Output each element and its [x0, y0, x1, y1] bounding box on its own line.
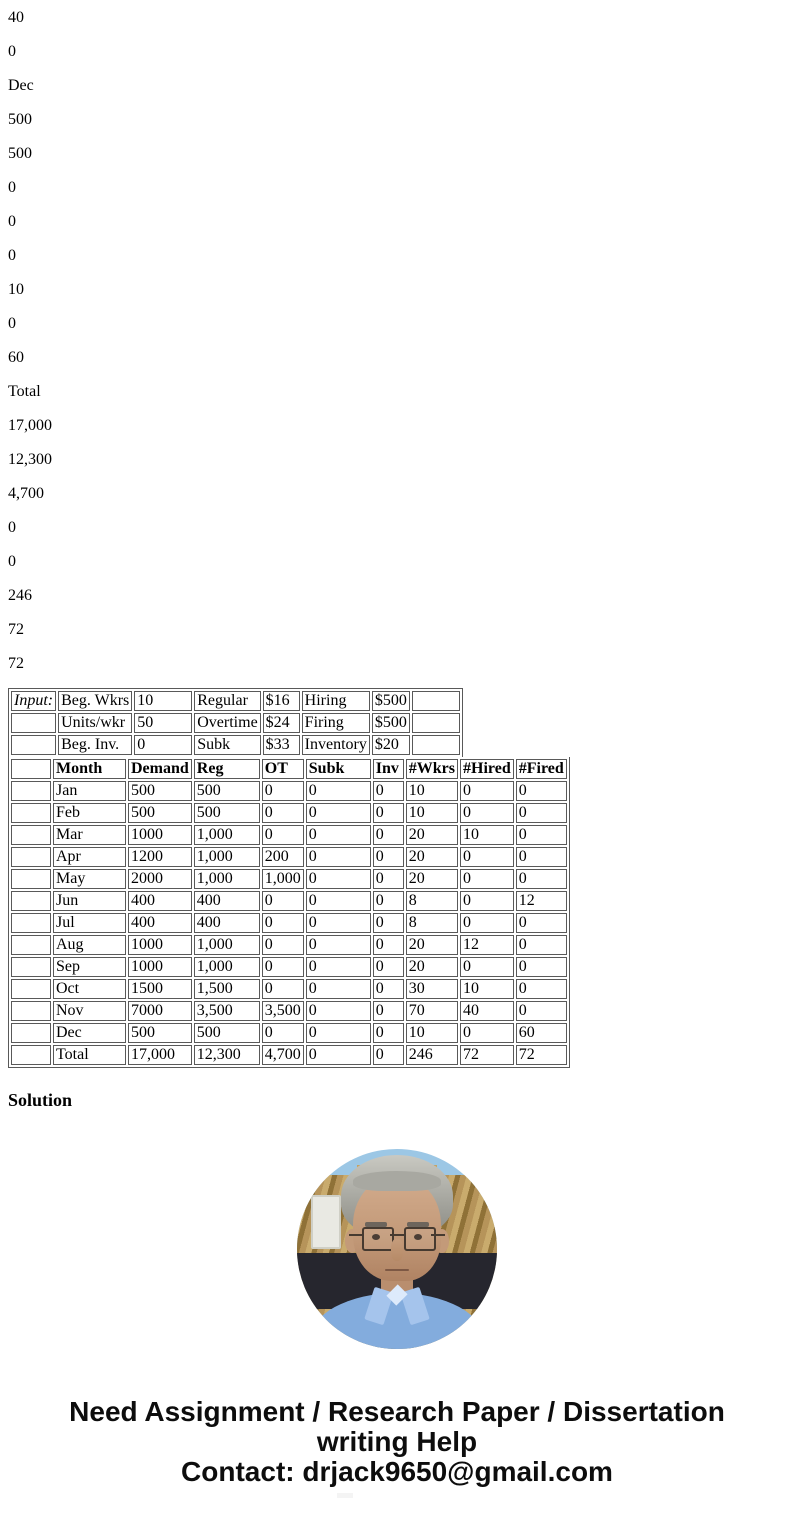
table-cell: 0 — [306, 979, 371, 999]
photo-glasses-temple-right — [431, 1234, 445, 1236]
table-cell: 10 — [406, 803, 458, 823]
table-cell: May — [53, 869, 126, 889]
table-cell — [11, 891, 51, 911]
value-line: Dec — [8, 77, 34, 94]
table-cell — [412, 713, 460, 733]
table-cell: 500 — [194, 1023, 260, 1043]
table-cell: 500 — [194, 803, 260, 823]
table-cell: 1000 — [128, 825, 192, 845]
table-cell: Mar — [53, 825, 126, 845]
table-cell: 20 — [406, 869, 458, 889]
table-cell: Beg. Wkrs — [58, 691, 132, 711]
table-cell: 0 — [516, 847, 567, 867]
table-cell — [11, 957, 51, 977]
table-cell: 20 — [406, 957, 458, 977]
table-cell: 0 — [516, 979, 567, 999]
input-table-body — [11, 691, 460, 755]
table-cell: 20 — [406, 935, 458, 955]
values-list — [8, 8, 786, 673]
table-cell: 400 — [194, 891, 260, 911]
table-cell: 0 — [373, 1023, 404, 1043]
table-cell: Input: — [11, 691, 56, 711]
table-cell: 0 — [373, 781, 404, 801]
value-line: 246 — [8, 587, 32, 604]
table-cell: Feb — [53, 803, 126, 823]
table-cell — [11, 713, 56, 733]
table-cell: 1,000 — [262, 869, 304, 889]
value-line: 72 — [8, 621, 24, 638]
table-cell: 0 — [262, 781, 304, 801]
table-cell: Hiring — [302, 691, 370, 711]
table-cell: 12 — [516, 891, 567, 911]
table-cell: #Fired — [516, 759, 567, 779]
value-line: Total — [8, 383, 41, 400]
photo-glasses-bridge — [390, 1234, 404, 1236]
table-row — [11, 869, 567, 889]
table-row — [11, 935, 567, 955]
plan-table-header — [11, 759, 567, 779]
table-cell: 7000 — [128, 1001, 192, 1021]
photo-glasses-lens-left — [362, 1227, 394, 1251]
table-cell — [11, 913, 51, 933]
table-cell: 10 — [134, 691, 192, 711]
table-cell: 70 — [406, 1001, 458, 1021]
table-cell: 0 — [306, 891, 371, 911]
table-cell: 60 — [516, 1023, 567, 1043]
table-cell: 0 — [516, 781, 567, 801]
table-cell: Inv — [373, 759, 404, 779]
table-cell: 2000 — [128, 869, 192, 889]
table-row — [11, 713, 460, 733]
table-cell: 1500 — [128, 979, 192, 999]
table-cell: 0 — [373, 913, 404, 933]
table-row — [11, 803, 567, 823]
table-cell: $500 — [372, 713, 410, 733]
table-cell — [11, 803, 51, 823]
table-cell: $20 — [372, 735, 410, 755]
table-cell: Month — [53, 759, 126, 779]
table-cell: 40 — [460, 1001, 514, 1021]
table-cell: $500 — [372, 691, 410, 711]
input-table — [8, 688, 463, 757]
table-cell: 0 — [373, 957, 404, 977]
value-line: 500 — [8, 111, 32, 128]
table-cell: 1000 — [128, 935, 192, 955]
table-cell: 1,000 — [194, 825, 260, 845]
value-line: 0 — [8, 213, 16, 230]
value-line: 0 — [8, 315, 16, 332]
table-cell: 10 — [406, 1023, 458, 1043]
table-cell — [11, 735, 56, 755]
table-cell: 50 — [134, 713, 192, 733]
table-cell: 0 — [516, 1001, 567, 1021]
table-cell: 0 — [134, 735, 192, 755]
table-cell: 1,000 — [194, 935, 260, 955]
table-cell: 0 — [262, 957, 304, 977]
value-line: 4,700 — [8, 485, 44, 502]
photo-nose — [391, 1239, 403, 1261]
table-cell: 0 — [516, 913, 567, 933]
value-line: 500 — [8, 145, 32, 162]
photo-door-frame — [311, 1195, 341, 1249]
table-cell: 0 — [262, 891, 304, 911]
table-cell: 0 — [373, 891, 404, 911]
table-cell: 0 — [306, 825, 371, 845]
table-cell: 0 — [306, 1023, 371, 1043]
table-row — [11, 979, 567, 999]
table-cell — [11, 935, 51, 955]
table-cell: 500 — [128, 803, 192, 823]
footer-line-2: writing Help — [316, 1426, 478, 1457]
table-cell: 0 — [262, 803, 304, 823]
solution-heading: Solution — [8, 1090, 73, 1110]
table-cell: 10 — [460, 979, 514, 999]
table-cell: 500 — [128, 781, 192, 801]
value-line: 17,000 — [8, 417, 52, 434]
table-cell — [11, 825, 51, 845]
table-row — [11, 781, 567, 801]
table-cell: 0 — [373, 979, 404, 999]
table-cell: $16 — [263, 691, 300, 711]
table-cell: Total — [53, 1045, 126, 1065]
table-row — [11, 825, 567, 845]
table-cell: 0 — [306, 803, 371, 823]
table-cell: 0 — [516, 803, 567, 823]
table-cell — [412, 735, 460, 755]
table-cell: 200 — [262, 847, 304, 867]
table-cell: Reg — [194, 759, 260, 779]
value-line: 0 — [8, 247, 16, 264]
table-cell: Jul — [53, 913, 126, 933]
table-cell: 0 — [306, 1045, 371, 1065]
value-line: 0 — [8, 179, 16, 196]
value-line: 0 — [8, 553, 16, 570]
table-cell: 1,000 — [194, 957, 260, 977]
table-cell: 500 — [194, 781, 260, 801]
value-line: 0 — [8, 519, 16, 536]
table-row — [11, 1023, 567, 1043]
table-cell: 10 — [460, 825, 514, 845]
table-row — [11, 1001, 567, 1021]
footer-banner — [8, 1397, 786, 1487]
table-cell: 0 — [306, 781, 371, 801]
table-cell: 8 — [406, 913, 458, 933]
value-line: 72 — [8, 655, 24, 672]
table-cell: 8 — [406, 891, 458, 911]
table-cell: 72 — [460, 1045, 514, 1065]
table-row — [11, 957, 567, 977]
table-cell: 0 — [262, 825, 304, 845]
table-cell: 0 — [373, 803, 404, 823]
table-cell: 4,700 — [262, 1045, 304, 1065]
table-cell: 500 — [128, 1023, 192, 1043]
table-cell: 0 — [262, 913, 304, 933]
table-cell: Regular — [194, 691, 260, 711]
table-cell: 0 — [516, 825, 567, 845]
table-cell — [11, 979, 51, 999]
tutor-photo — [297, 1149, 497, 1349]
table-row — [11, 759, 567, 779]
table-cell: 0 — [460, 913, 514, 933]
footer-line-1: Need Assignment / Research Paper / Dissertation — [69, 1396, 725, 1427]
table-cell: Units/wkr — [58, 713, 132, 733]
table-row — [11, 913, 567, 933]
table-cell: 0 — [460, 1023, 514, 1043]
table-cell — [11, 1001, 51, 1021]
table-cell: Inventory — [302, 735, 370, 755]
table-cell: Overtime — [194, 713, 260, 733]
table-cell: 0 — [262, 935, 304, 955]
table-cell: Jan — [53, 781, 126, 801]
table-cell: 400 — [194, 913, 260, 933]
table-cell: 0 — [306, 1001, 371, 1021]
table-cell: 0 — [460, 803, 514, 823]
plan-table-body — [11, 781, 567, 1065]
table-cell: Oct — [53, 979, 126, 999]
footer-line-3: Contact: drjack9650@gmail.com — [181, 1456, 613, 1487]
table-cell: 0 — [516, 957, 567, 977]
table-cell: Subk — [306, 759, 371, 779]
table-cell: Jun — [53, 891, 126, 911]
photo-glasses-temple-left — [349, 1234, 363, 1236]
table-cell: 0 — [262, 979, 304, 999]
table-cell — [11, 869, 51, 889]
table-cell: $24 — [263, 713, 300, 733]
table-cell — [11, 759, 51, 779]
photo-hair-fringe — [353, 1171, 441, 1191]
table-row — [11, 891, 567, 911]
table-cell: 0 — [460, 957, 514, 977]
table-cell — [11, 1045, 51, 1065]
table-cell: Dec — [53, 1023, 126, 1043]
table-row — [11, 735, 460, 755]
table-cell: 0 — [460, 847, 514, 867]
plan-table — [8, 757, 570, 1068]
table-cell — [11, 781, 51, 801]
table-cell: 0 — [373, 1001, 404, 1021]
table-cell: 1200 — [128, 847, 192, 867]
table-cell: 0 — [516, 935, 567, 955]
table-cell: #Wkrs — [406, 759, 458, 779]
table-cell: 0 — [306, 935, 371, 955]
table-cell: OT — [262, 759, 304, 779]
photo-glasses-lens-right — [404, 1227, 436, 1251]
table-cell: 12,300 — [194, 1045, 260, 1065]
table-cell: Subk — [194, 735, 260, 755]
table-cell: 0 — [306, 869, 371, 889]
table-cell: 30 — [406, 979, 458, 999]
table-cell: 0 — [373, 869, 404, 889]
value-line: 40 — [8, 9, 24, 26]
table-cell: Aug — [53, 935, 126, 955]
table-cell: 400 — [128, 913, 192, 933]
table-cell: Beg. Inv. — [58, 735, 132, 755]
table-cell: 0 — [373, 1045, 404, 1065]
table-cell: 0 — [460, 781, 514, 801]
table-cell: 20 — [406, 847, 458, 867]
value-line: 12,300 — [8, 451, 52, 468]
table-cell: 3,500 — [194, 1001, 260, 1021]
table-cell: 12 — [460, 935, 514, 955]
table-cell: 0 — [373, 825, 404, 845]
table-cell: 1,000 — [194, 869, 260, 889]
table-cell: 400 — [128, 891, 192, 911]
value-line: 60 — [8, 349, 24, 366]
table-cell: 72 — [516, 1045, 567, 1065]
table-cell: Demand — [128, 759, 192, 779]
table-cell: 0 — [373, 935, 404, 955]
table-cell: 0 — [460, 891, 514, 911]
table-row — [11, 691, 460, 711]
table-cell — [412, 691, 460, 711]
table-cell: $33 — [263, 735, 300, 755]
table-cell: 0 — [516, 869, 567, 889]
table-cell: 10 — [406, 781, 458, 801]
table-row — [11, 847, 567, 867]
bottom-artifact — [337, 1493, 353, 1498]
table-cell: 1,000 — [194, 847, 260, 867]
value-line: 0 — [8, 43, 16, 60]
table-cell: 17,000 — [128, 1045, 192, 1065]
table-cell: 1,500 — [194, 979, 260, 999]
table-cell: 20 — [406, 825, 458, 845]
table-cell: Sep — [53, 957, 126, 977]
photo-mouth — [385, 1269, 409, 1271]
table-cell: Apr — [53, 847, 126, 867]
table-cell: 0 — [262, 1023, 304, 1043]
table-cell: 1000 — [128, 957, 192, 977]
table-cell: 0 — [306, 913, 371, 933]
table-cell: 0 — [306, 847, 371, 867]
table-cell — [11, 847, 51, 867]
table-cell: 246 — [406, 1045, 458, 1065]
value-line: 10 — [8, 281, 24, 298]
table-cell: 3,500 — [262, 1001, 304, 1021]
table-cell: 0 — [373, 847, 404, 867]
table-row — [11, 1045, 567, 1065]
table-cell: Firing — [302, 713, 370, 733]
table-cell: #Hired — [460, 759, 514, 779]
table-cell: Nov — [53, 1001, 126, 1021]
table-cell: 0 — [306, 957, 371, 977]
table-cell — [11, 1023, 51, 1043]
table-cell: 0 — [460, 869, 514, 889]
